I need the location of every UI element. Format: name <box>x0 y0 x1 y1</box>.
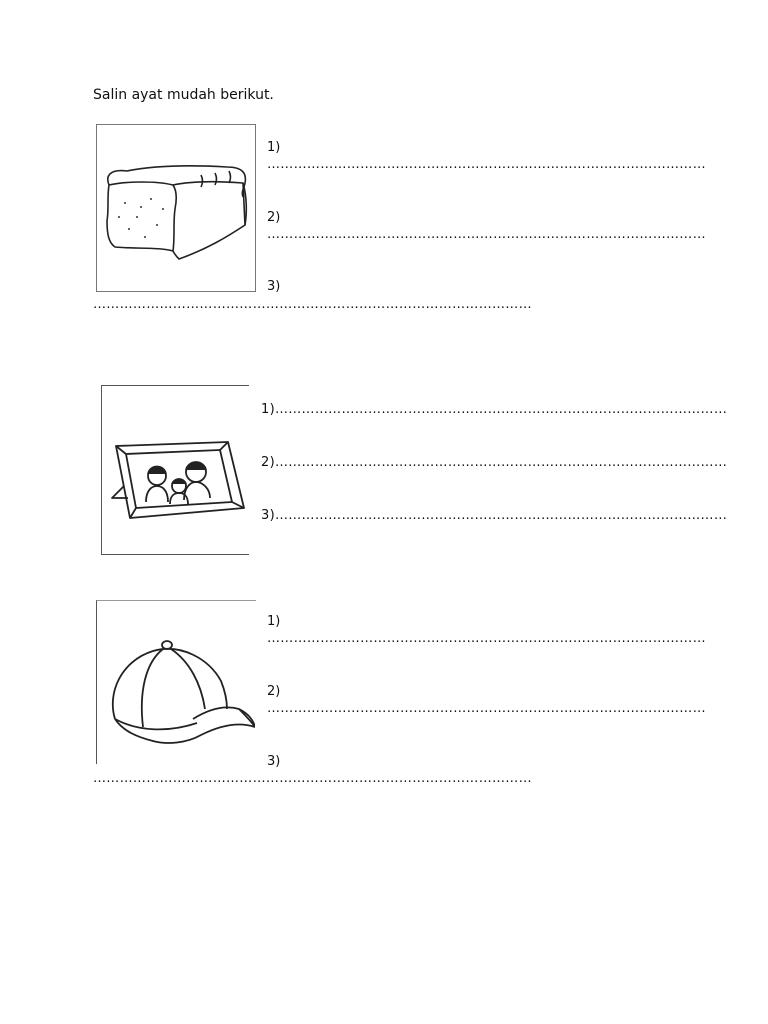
numbered-writing-line[interactable]: 1)………………………………………………………………………………………… <box>261 402 728 417</box>
cap-picture <box>96 600 256 764</box>
line-number: 1) <box>267 140 281 155</box>
bread-icon <box>97 125 255 291</box>
numbered-writing-line[interactable]: 2)………………………………………………………………………………………… <box>261 455 728 470</box>
numbered-writing-line[interactable]: 3)………………………………………………………………………………………… <box>261 508 728 523</box>
instruction-text: Salin ayat mudah berikut. <box>93 87 274 103</box>
writing-line[interactable]: ……………………………………………………………………………………… <box>267 227 706 242</box>
photo-frame-icon <box>102 386 248 554</box>
cap-icon <box>97 601 255 763</box>
line-number: 3) <box>267 754 281 769</box>
writing-line[interactable]: ……………………………………………………………………………………… <box>93 771 532 786</box>
writing-line[interactable]: ……………………………………………………………………………………… <box>267 631 706 646</box>
line-number: 2) <box>267 684 281 699</box>
writing-line[interactable]: ……………………………………………………………………………………… <box>93 297 532 312</box>
line-number: 1) <box>267 614 281 629</box>
bread-picture <box>96 124 256 292</box>
line-number: 3) <box>267 279 281 294</box>
writing-line[interactable]: ……………………………………………………………………………………… <box>267 157 706 172</box>
line-number: 2) <box>267 210 281 225</box>
photo-frame-picture <box>101 385 249 555</box>
writing-line[interactable]: ……………………………………………………………………………………… <box>267 701 706 716</box>
